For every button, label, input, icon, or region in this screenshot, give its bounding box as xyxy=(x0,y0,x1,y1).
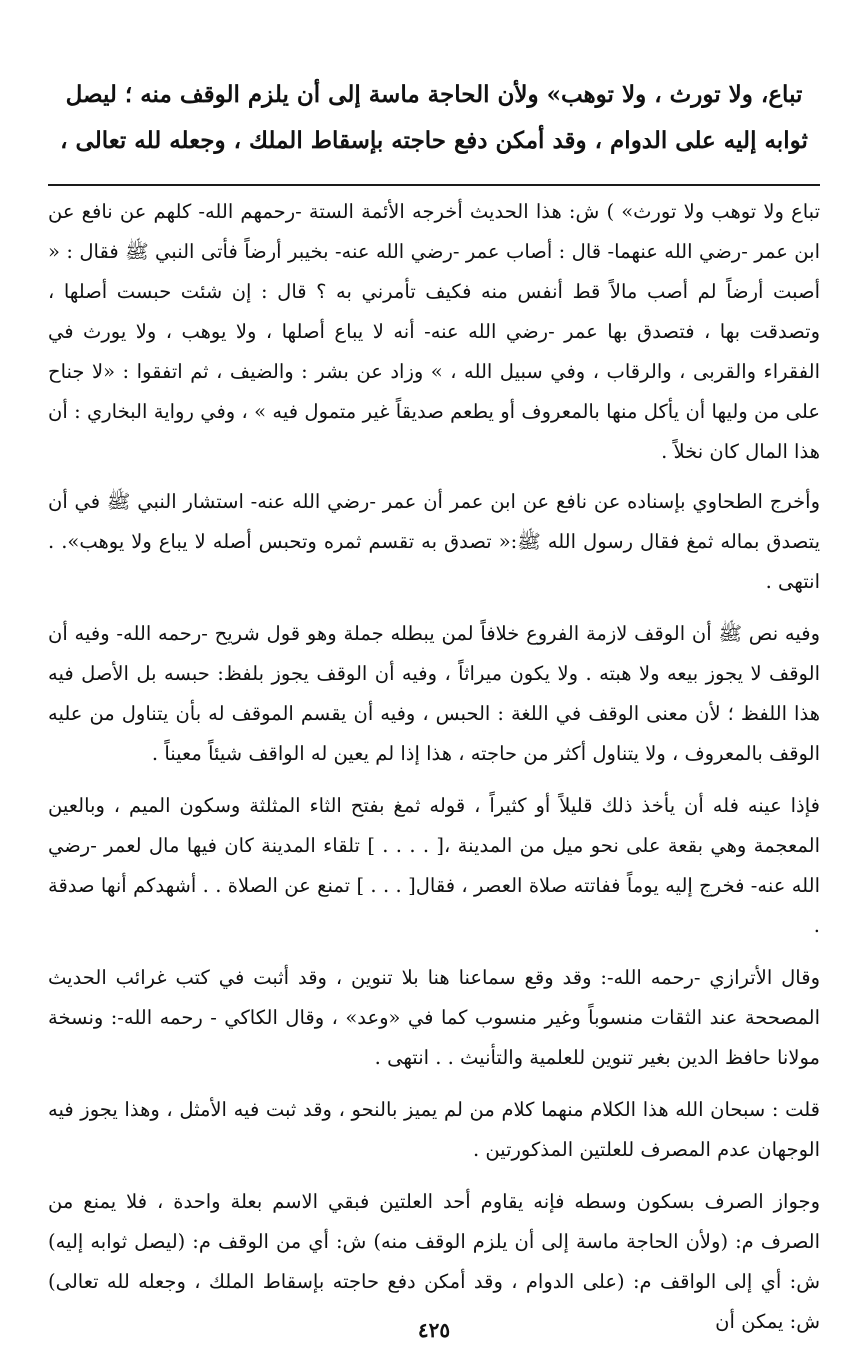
matn-text: تباع، ولا تورث ، ولا توهب» ولأن الحاجة ماسة إلى أن يلزم الوقف منه ؛ ليصل ثوابه إليه على الدوام ، وقد أمكن دفع حاجته بإسقاط الملك ، وجعله لله تعالى ، xyxy=(60,81,808,154)
commentary-paragraph: تباع ولا توهب ولا تورث» ) ش: هذا الحديث أخرجه الأئمة الستة -رحمهم الله- كلهم عن نافع عن ابن عمر -رضي الله عنهما- قال : أصاب عمر -رضي الله عنه- بخيبر أرضاً فأتى النبي ﷺ فقال : « أصبت أرضاً لم أصب مالاً قط أنفس منه فكيف تأمرني به ؟ قال : إن شئت حبست أصلها ، وتصدقت بها ، فتصدق بها عمر -رضي الله عنه- أنه لا يباع أصلها ، ولا يوهب ، ولا يورث في الفقراء والقربى ، والرقاب ، وفي سبيل الله ، » وزاد عن بشر : والضيف ، ثم اتفقوا : «لا جناح على من وليها أن يأكل منها بالمعروف أو يطعم صديقاً غير متمول فيه » ، وفي رواية البخاري : أن هذا المال كان نخلاً . xyxy=(48,200,820,463)
commentary-paragraph: وقال الأترازي -رحمه الله-: وقد وقع سماعنا هنا بلا تنوين ، وقد أثبت في كتب غرائب الحديث المصححة عند الثقات منسوباً وغير منسوب كما في «وعد» ، وقال الكاكي - رحمه الله-: ونسخة مولانا حافظ الدين بغير تنوين للعلمية والتأنيث . . انتهى . xyxy=(48,966,820,1069)
page-number: ٤٢٥ xyxy=(417,1318,451,1342)
commentary-paragraph: قلت : سبحان الله هذا الكلام منهما كلام من لم يميز بالنحو ، وقد ثبت فيه الأمثل ، وهذا يجوز فيه الوجهان عدم المصرف للعلتين المذكورتين . xyxy=(48,1098,820,1161)
commentary xyxy=(48,192,820,1342)
separator-rule xyxy=(48,184,820,186)
commentary-paragraph: وأخرج الطحاوي بإسناده عن نافع عن ابن عمر أن عمر -رضي الله عنه- استشار النبي ﷺ في أن يتصدق بماله ثمغ فقال رسول الله ﷺ:« تصدق به تقسم ثمره وتحبس أصله لا يباع ولا يوهب». . انتهى . xyxy=(48,490,820,593)
commentary-paragraph: فإذا عينه فله أن يأخذ ذلك قليلاً أو كثيراً ، قوله ثمغ بفتح الثاء المثلثة وسكون الميم ، وبالعين المعجمة وهي بقعة على نحو ميل من المدينة ،[ . . . . ] تلقاء المدينة كان فيها مال لعمر -رضي الله عنه- فخرج إليه يوماً ففاتته صلاة العصر ، فقال[ . . . ] تمنع عن الصلاة . . أشهدكم أنها صدقة . xyxy=(48,794,820,937)
commentary-paragraph: وفيه نص ﷺ أن الوقف لازمة الفروع خلافاً لمن يبطله جملة وهو قول شريح -رحمه الله- وفيه أن الوقف لا يجوز بيعه ولا هبته . ولا يكون ميراثاً ، وفيه أن الوقف يجوز بلفظ: حبسه بل الأصل فيه هذا اللفظ ؛ لأن معنى الوقف في اللغة : الحبس ، وفيه أن يقسم الموقف له بأن يتناول من عليه الوقف بالمعروف ، ولا يتناول أكثر من حاجته ، هذا إذا لم يعين له الواقف شيئاً معيناً . xyxy=(48,622,820,765)
commentary-paragraph: وجواز الصرف بسكون وسطه فإنه يقاوم أحد العلتين فبقي الاسم بعلة واحدة ، فلا يمنع من الصرف م: (ولأن الحاجة ماسة إلى أن يلزم الوقف منه) ش: أي من الوقف م: (ليصل ثوابه إليه) ش: أي إلى الواقف م: (على الدوام ، وقد أمكن دفع حاجته بإسقاط الملك ، وجعله لله تعالى) ش: يمكن أن xyxy=(48,1190,820,1333)
page-body xyxy=(48,72,820,1354)
